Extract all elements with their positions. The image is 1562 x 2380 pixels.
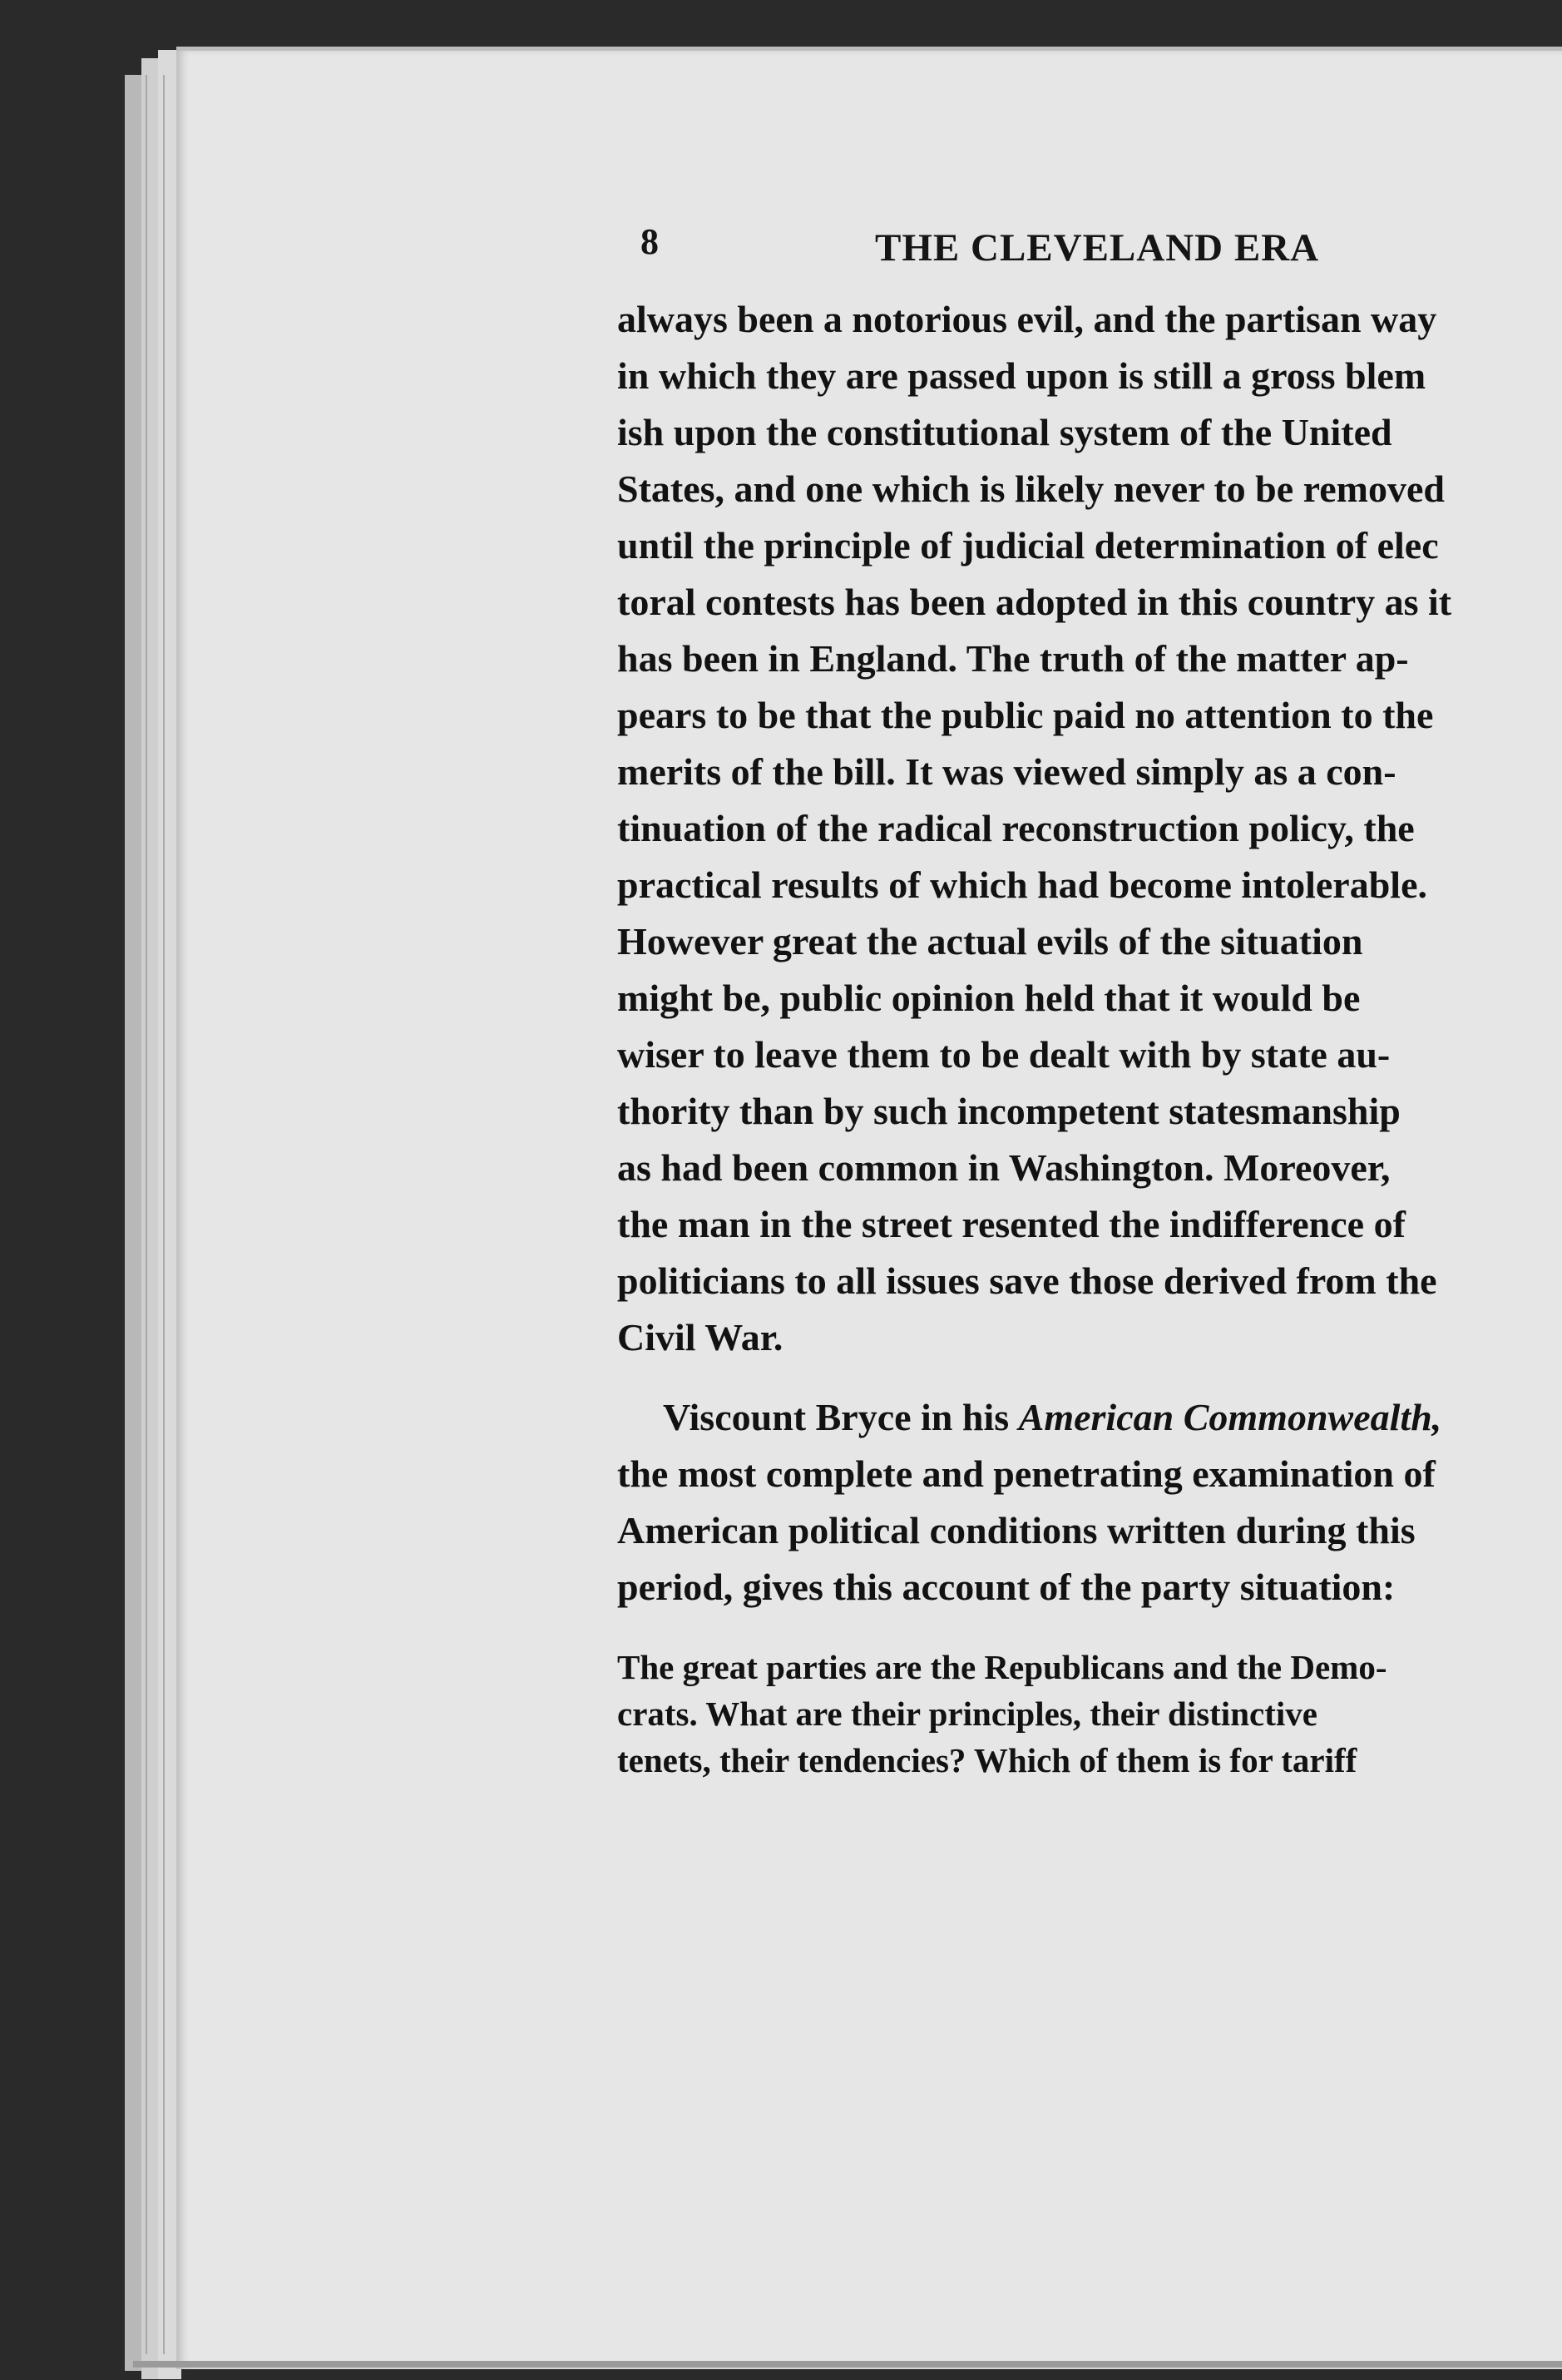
text-line: in which they are passed upon is still a gross blem [617, 354, 1426, 397]
paragraph-1 [617, 291, 1562, 1366]
text-line: Civil War. [617, 1316, 783, 1358]
body-text [617, 291, 1562, 1872]
text-line: toral contests has been adopted in this country as it [617, 581, 1452, 623]
text-line: However great the actual evils of the situation [617, 920, 1363, 962]
block-quotation [617, 1644, 1562, 1784]
text-line: merits of the bill. It was viewed simply as a con- [617, 750, 1396, 793]
quotation-gap [617, 1616, 1562, 1644]
text-line: practical results of which had become intolerable. [617, 863, 1427, 906]
binding-line [146, 75, 147, 2354]
text-line: until the principle of judicial determination of elec [617, 524, 1439, 567]
binding-line [163, 75, 165, 2354]
text-line [617, 1389, 1562, 1446]
page-top-edge [176, 47, 1562, 51]
page-bottom-edge [133, 2361, 1562, 2368]
book-title: American Commonwealth, [1018, 1396, 1442, 1438]
text-line: has been in England. The truth of the matter ap- [617, 637, 1409, 680]
text-line: period, gives this account of the party situation: [617, 1566, 1396, 1608]
text-line: might be, public opinion held that it would be [617, 977, 1361, 1019]
text-run: Viscount Bryce in his [663, 1396, 1019, 1438]
text-line: pears to be that the public paid no attention to the [617, 694, 1434, 736]
paragraph-gap [617, 1366, 1562, 1389]
text-line: the man in the street resented the indifference of [617, 1203, 1406, 1245]
text-line: always been a notorious evil, and the partisan way [617, 298, 1437, 340]
text-line: ish upon the constitutional system of the United [617, 411, 1392, 453]
text-line: States, and one which is likely never to be removed [617, 468, 1445, 510]
page-heading: THE CLEVELAND ERA [875, 226, 1320, 270]
text-line: tinuation of the radical reconstruction policy, the [617, 807, 1415, 849]
text-line: as had been common in Washington. Moreover, [617, 1146, 1391, 1189]
text-line: American political conditions written during this [617, 1509, 1416, 1551]
quotation-line: tenets, their tendencies? Which of them is for tariff [617, 1741, 1357, 1779]
text-line: thority than by such incompetent statesmanship [617, 1090, 1401, 1132]
text-line: the most complete and penetrating examination of [617, 1452, 1436, 1495]
text-line: politicians to all issues save those derived from the [617, 1259, 1437, 1302]
quotation-line: The great parties are the Republicans and the Demo- [617, 1648, 1387, 1686]
paragraph-2 [617, 1389, 1562, 1616]
text-line: wiser to leave them to be dealt with by state au- [617, 1033, 1391, 1076]
page-number: 8 [640, 221, 659, 262]
running-head [640, 220, 1555, 279]
quotation-line: crats. What are their principles, their distinctive [617, 1695, 1317, 1733]
